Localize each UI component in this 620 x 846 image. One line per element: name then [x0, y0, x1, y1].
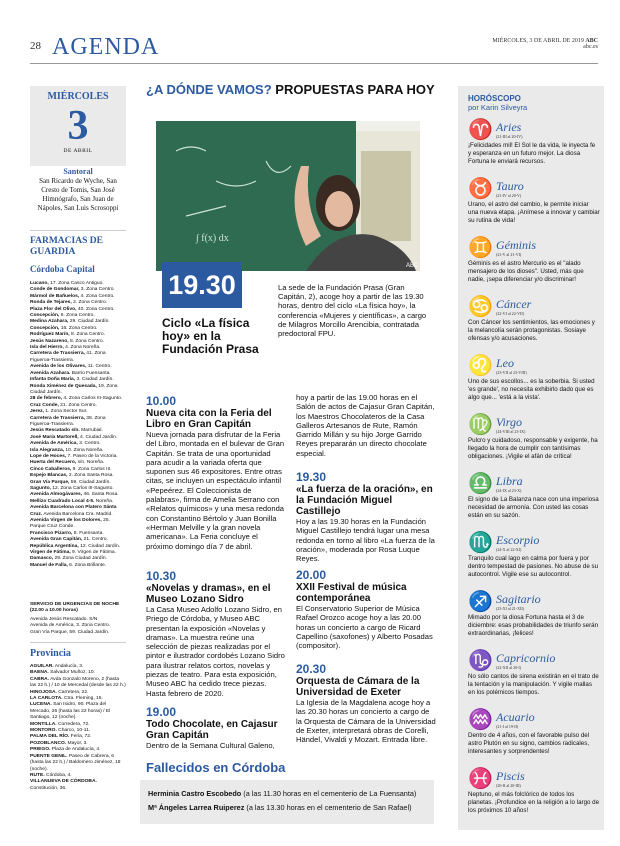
pharmacy-item: Plaza Flor del Olivo, 40. Zona Centro.	[30, 306, 115, 312]
provincia-item: VILLANUEVA DE CÓRDOBA. Constitución, 36.	[30, 779, 97, 791]
day-box	[30, 86, 126, 166]
piscis-icon: ♓	[468, 768, 493, 790]
pharmacy-item: Carretera de Trassierra, 41. Zona Figueroa-Trassierra.	[30, 351, 106, 363]
header-divider	[30, 63, 598, 64]
event-time: 19.30	[296, 470, 327, 484]
horoscope-panel	[458, 86, 604, 830]
sign-name: Escorpio	[496, 533, 540, 547]
event-title: XXII Festival de música contemporánea	[296, 582, 407, 604]
sign-text: Tranquilo cual lago en calma por fuera y por dentro tempestad de pasiones. No abuse de su autocontrol. Vigile ese su autocontrol.	[468, 555, 599, 578]
kicker-question: ¿A DÓNDE VAMOS?	[146, 82, 272, 97]
aries-icon: ♈	[468, 119, 493, 141]
provincia-title: Provincia	[30, 648, 71, 659]
pharmacy-item: Gran Vía Parque, 59. Ciudad Jardín.	[30, 479, 111, 485]
urgencias-title: SERVICIO DE URGENCIAS DE NOCHE (22.00 a 10.00 horas)	[30, 602, 120, 614]
highlight-title: Ciclo «La física hoy» en la Fundación Prasa	[162, 316, 259, 356]
sign-dates: (23-XI al 21-XII)	[496, 606, 524, 611]
sign-text: Neptuno, el más folclórico de todos los planetas. ¡Profundice en la religión a lo largo de los próximos 10 años!	[468, 791, 600, 814]
pharmacy-item: Lope de Hoces, 7. Paseo de la Victoria.	[30, 453, 118, 459]
event-body: Nueva jornada para disfrutar de la Feria del Libro, montada en el bulevar de Gran Capitán. Se trata de una oportunidad para acudir a la variada oferta que suponen sus 46 expositores. Entre otras citas, se incluyen un espectáculo infantil «Pepeérez. El Coleccionista de palabras», firma de Amelia Serrano con «Relatos químicos» y una mesa redonda con Constantino Bértolo y Juan Bonilla «Herman Melville y la gran novela americana». La Feria concluye el próximo domingo día 7 de abril.	[146, 430, 285, 551]
event-title: Orquesta de Cámara de la Universidad de Exeter	[296, 676, 420, 698]
pharmacy-item: Rodríguez Marín, 8. Zona Centro.	[30, 332, 106, 338]
sign-name: Sagitario	[496, 592, 541, 606]
pharmacy-item: Lucano, 17. Zona Casco Antiguo.	[30, 281, 104, 286]
leo-icon: ♌	[468, 355, 493, 377]
pharmacy-item: José María Martorell, 4. Ciudad Jardín.	[30, 434, 118, 440]
event-time: 19.00	[146, 705, 177, 719]
day-number: 3	[67, 103, 89, 149]
sign-dates: (21-V al 21-VI)	[496, 252, 522, 257]
pharmacy-item: Avenida Almogávares, 46. Santa Rosa.	[30, 492, 119, 498]
pharmacy-item: Medina Azahara, 29. Ciudad Jardín.	[30, 319, 110, 325]
sign-name: Acuario	[496, 710, 535, 724]
day-name: MIÉRCOLES	[47, 91, 109, 102]
pharmacy-item: 28 de febrero, 4. Zona Carlos III-Sagunto.	[30, 396, 123, 402]
horoscope-author: por Karin Silveyra	[468, 103, 528, 112]
pharmacy-item: Sagunto, 12. Zona Carlos III-Sagunto.	[30, 486, 114, 491]
pharmacy-item: Avenida Azahara. Barrio Fuensanta.	[30, 370, 111, 376]
sign-name: Tauro	[496, 179, 524, 193]
provincia-item: MONTILLA. Corredera, 72.	[30, 721, 90, 727]
sign-dates: (22-VI al 22-VII)	[496, 311, 524, 316]
pharmacy-item: Ronda Ximénez de Quesada, 19. Zona Ciudad Jardín.	[30, 383, 118, 395]
pharmacy-list	[30, 281, 126, 569]
highlight-time: 19.30	[162, 262, 242, 308]
provincia-item: PUENTE GENIL. Paseo de Cabrera, 6 (hasta las 22 h.) / Baldomero Jiménez, 18 (noche).	[30, 753, 121, 772]
fallecido-detail: (a las 11.30 horas en el cementerio de La Fuensanta)	[243, 789, 417, 798]
fallecidos-title: Fallecidos en Córdoba	[146, 760, 286, 775]
sagitario-icon: ♐	[468, 591, 493, 613]
pharmacy-item: Avenida de los Olivares, 11. Centro.	[30, 364, 112, 370]
sign-dates: (21-IV al 20-V)	[496, 193, 522, 198]
provincia-item: PRIEGO. Plaza de Andalucía, 4.	[30, 747, 101, 753]
sign-dates: (24-X al 22-XI)	[496, 547, 522, 552]
sign-dates: (24-IX al 23-X)	[496, 488, 522, 493]
highlight-body: La sede de la Fundación Prasa (Gran Capitán, 2), acoge hoy a partir de las 19.30 horas, dentro del ciclo «La física hoy», la conferencia «Mujeres y científicas», a cargo de Milagros Morcillo Arencibia, contratada predoctoral FPU.	[278, 283, 427, 339]
event-item	[296, 470, 436, 563]
provincia-item: LA CARLOTA. Ctra. Fleming, 15.	[30, 696, 103, 702]
sign-text: Urano, el astro del cambio, le permite iniciar una nueva etapa. ¡Anímese a innovar y cambiar su rutina de vida!	[468, 201, 600, 224]
santoral-text: San Ricardo de Wyche, San Cresto de Tomis, San José Himnógrafo, San Juan de Nápoles, San Luis Scrosoppi	[37, 177, 119, 212]
date-line: MIÉRCOLES, 3 DE ABRIL DE 2019	[492, 38, 584, 44]
tauro-icon: ♉	[468, 178, 493, 200]
pharmacy-item: Francisco Pizarro, 8. Fuensanta.	[30, 530, 104, 536]
sign-text: El signo de La Balanza nace con una imperiosa necesidad de armonía. Con usted las cosas están en su sazón.	[468, 496, 599, 519]
pharmacy-item: Ronda de Tejares, 2. Zona Centro.	[30, 300, 108, 306]
event-body: hoy a partir de las 19.00 horas en el Salón de actos de Cajasur Gran Capitán, los Maestros Chocolateros de la Casa Galleros Artesanos de Rute, Ramón Garrido Millán y su hijo Jorge Garrido Reyes prepararán un directo chocolate especial.	[296, 393, 435, 458]
horoscope-title: HORÓSCOPO	[468, 94, 521, 103]
fallecido-detail: (a las 13.30 horas en el cementerio de San Rafael)	[246, 803, 412, 812]
acuario-icon: ♒	[468, 709, 493, 731]
pharmacy-item: Avenida Barcelona con Platero Sánta Cruz. Avenida Barcelona Cra. Madrid.	[30, 505, 117, 517]
fallecido-name: Mª Ángeles Larrea Ruiperez	[148, 803, 245, 812]
sign-text: Géminis es el astro Mercurio es el "alado mensajero de los dioses". Usted, más que nadie, ¡sepa diferenciar y/o discriminar!	[468, 260, 584, 283]
urgencias-item: Avenida de América, 3. Zona Centro.	[30, 623, 111, 629]
sign-name: Aries	[496, 120, 522, 134]
pharmacy-item: Avenida Virgen de los Dolores, 25. Parque Cruz Conde.	[30, 518, 110, 530]
pharmacy-item: Jesús Nazareno, 8. Zona Centro.	[30, 338, 104, 344]
sign-dates: (24-VIII al 23-IX)	[496, 429, 526, 434]
sign-text: Mimado por la diosa Fortuna hasta el 3 de diciembre: esas probabilidades de triunfo serán extraordinarias, ¡felices!	[468, 614, 599, 637]
pharmacy-item: Espejo Blancas, 2. Zona Santa Rosa.	[30, 473, 114, 479]
provincia-item: HINOJOSA. Carretera, 22.	[30, 689, 89, 695]
event-body: La Casa Museo Adolfo Lozano Sidro, en Priego de Córdoba, y Museo ABC presentan la exposición «Novelas y dramas». La muestra reúne una selección de piezas realizadas por el pintor e ilustrador cordobés Lozano Sidro para ilustrar relatos cortos, novelas y piezas de teatro. Para esta exposición, Museo ABC ha cedido trece piezas. Hasta febrero de 2020.	[146, 605, 285, 698]
pharmacy-item: Virgen de Fátima, 9. Virgen de Fátima.	[30, 550, 116, 556]
event-body: Hoy a las 19.30 horas en la Fundación Miguel Castillejo tendrá lugar una mesa redonda en torno al libro «La fuerza de la oración», moderada por Rosa Luque Reyes.	[296, 517, 435, 564]
sign-name: Libra	[496, 474, 523, 488]
santoral-title: Santoral	[63, 167, 93, 176]
sign-dates: (23-VII al 23-VIII)	[496, 370, 527, 375]
brand: ABC	[585, 38, 598, 44]
sign-name: Capricornio	[496, 651, 556, 665]
escorpio-icon: ♏	[468, 532, 493, 554]
cncer-icon: ♋	[468, 296, 493, 318]
sign-text: No sólo cantos de sirena existirán en el trato de la tentación y la manipulación. Y vigile mallas en los polémicos tiempos.	[468, 673, 599, 696]
event-time: 10.30	[146, 569, 177, 583]
provincia-item: BAENA. Salvador Muñoz, 10.	[30, 670, 95, 676]
sign-text: ¡Felicidades mil! El Sol le da vida, le inyecta fe y esperanza en un futuro mejor. La diosa Fortuna le enviará recursos.	[468, 142, 596, 165]
event-item	[296, 662, 436, 744]
farmacias-subtitle: Córdoba Capital	[30, 264, 95, 274]
kicker-title: PROPUESTAS PARA HOY	[275, 82, 435, 97]
provincia-list	[30, 664, 126, 792]
divider	[30, 642, 126, 643]
virgo-icon: ♍	[468, 414, 493, 436]
event-title: «La fuerza de la oración», en la Fundación Miguel Castillejo	[296, 484, 433, 517]
fallecido-name: Herminia Castro Escobedo	[148, 789, 242, 798]
event-time: 20.30	[296, 662, 327, 676]
sign-text: Con Cáncer los sentimientos, las emociones y la melancolía serán protagonistas. Sosiaye ofensas y/o acusaciones.	[468, 319, 595, 342]
sign-name: Virgo	[496, 415, 522, 429]
provincia-item: MONTORO. Charco, 10-11.	[30, 728, 91, 734]
event-time: 10.00	[146, 394, 177, 408]
svg-text:∫ f(x) dx: ∫ f(x) dx	[196, 233, 229, 244]
event-body: La Iglesia de la Magdalena acoge hoy a las 20.30 horas un concierto a cargo de la Orquesta de Cámara de la Universidad de Exeter, interpretará obras de Corelli, Händel, Vivaldi y Mozart. Entrada libre.	[296, 698, 436, 745]
event-photo	[156, 121, 420, 271]
event-body: El Conservatorio Superior de Música Rafael Orozco acoge hoy a las 20.00 horas un concierto a cargo de Ricard Capellino (saxofones) y Alberto Posadas (compositor).	[296, 604, 433, 651]
urgencias-item: Gran Vía Parque, 59. Ciudad Jardín.	[30, 629, 110, 635]
kicker	[146, 82, 435, 97]
urgencias-item: Avenida Jesús Rescatado. S/N	[30, 616, 98, 622]
provincia-item: CABRA. Avda Gonzalo Moreno, 2 (hasta las 22 h.) / 10 de Mercedal (desde las 22 h.)	[30, 676, 126, 689]
pharmacy-item: Isla del Hierro, 4. Zona Noreña.	[30, 345, 101, 351]
page-number: 28	[30, 40, 41, 52]
site: abc.es	[583, 44, 598, 50]
fallecido-entry	[148, 789, 416, 798]
pharmacy-item: Isla Alegranza, 10. Zona Noreña.	[30, 447, 104, 453]
event-item	[296, 568, 436, 650]
provincia-item: LUCENA. San Isidro, 90. Plaza del Mercado, 26 (hasta las 22 horas) / El Santiago, 12 (noche).	[30, 702, 111, 721]
sign-name: Géminis	[496, 238, 536, 252]
event-item	[146, 569, 286, 698]
provincia-item: AGUILAR. Andalucía, 3.	[30, 664, 84, 669]
divider	[30, 230, 126, 231]
photo-credit: ABC	[406, 263, 419, 269]
pharmacy-item: Manuel de Falla, 6. Zona Brillante.	[30, 562, 107, 568]
sign-text: Dentro de 4 años, con el favorable pulso del astro Plutón en su signo, cambios radicales, interesantes y sorprendentes!	[468, 732, 590, 755]
event-title: «Novelas y dramas», en el Museo Lozano Sidro	[146, 583, 271, 605]
gminis-icon: ♊	[468, 237, 493, 259]
pharmacy-item: Jesús Rescatado s/n. Marrubial.	[30, 428, 103, 434]
capricornio-icon: ♑	[468, 650, 493, 672]
pharmacy-item: Mármol de Bañuelos, 4. Zona Centro.	[30, 293, 115, 299]
pharmacy-item: Jerez, 1. Zona Sector Sur.	[30, 409, 88, 415]
sign-dates: (21-I al 19-II)	[496, 724, 519, 729]
pharmacy-item: Concepción, 6. Zona Centro.	[30, 313, 95, 319]
pharmacy-item: Carretera de Trassierra, 38. Zona Figueroa-Trassierra.	[30, 415, 106, 427]
sign-dates: (21-III al 20-IV)	[496, 134, 523, 139]
pharmacy-item: Conde de Gondomar, 3. Zona Centro.	[30, 287, 115, 293]
header-date	[492, 38, 598, 50]
provincia-item: PALMA DEL RÍO. Feria, 72.	[30, 734, 92, 740]
sign-dates: (20-II al 20-III)	[496, 783, 521, 788]
sign-text: Uno de sus escollos... es la soberbia. Si usted 'es grande', no necesita exhibirlo dado que es algo que... 'está a la vista'.	[468, 378, 595, 401]
pharmacy-item: Cruz Conde, 21. Zona Centro.	[30, 402, 97, 408]
pharmacy-item: Concepción, 16. Zona Centro.	[30, 325, 98, 331]
pharmacy-item: Huerta del Recuero, s/n. Noreña.	[30, 460, 105, 466]
section-title: AGENDA	[52, 34, 160, 60]
event-body: Dentro de la Semana Cultural Galeno,	[146, 741, 275, 750]
event-time: 20.00	[296, 568, 327, 582]
sign-text: Pulcro y cuidadoso, responsable y exigente, ha llegado la hora de cumplir con tantísimas obligaciones. ¡Vigile el afán de crítica!	[468, 437, 598, 460]
pharmacy-item: Mellizo Cuadrado Local 4-5. Noreña.	[30, 498, 114, 504]
libra-icon: ♎	[468, 473, 493, 495]
event-continuation	[296, 393, 436, 458]
provincia-item: RUTE. Córdoba, 4.	[30, 772, 72, 778]
event-item	[146, 394, 286, 551]
fallecidos-box	[140, 780, 434, 824]
pharmacy-item: Infanta Doña María, 3. Ciudad Jardín.	[30, 377, 114, 383]
urgencias-list	[30, 602, 126, 636]
pharmacy-item: República Argentina, 12. Ciudad Jardín.	[30, 543, 121, 549]
sign-name: Leo	[496, 356, 514, 370]
event-title: Todo Chocolate, en Cajasur Gran Capitán	[146, 719, 278, 741]
fallecido-entry	[148, 803, 412, 812]
pharmacy-item: Avenida de América, 3. Centro.	[30, 441, 101, 447]
sign-dates: (22-XII al 20-I)	[496, 665, 522, 670]
event-item	[146, 705, 286, 750]
day-month: DE ABRIL	[63, 148, 93, 154]
pharmacy-item: Damasco, 29. Zona Ciudad Jardín.	[30, 556, 107, 562]
event-title: Nueva cita con la Feria del Libro en Gran Capitán	[146, 408, 272, 430]
sign-name: Cáncer	[496, 297, 532, 311]
sign-name: Piscis	[496, 769, 525, 783]
farmacias-title: FARMACIAS DE GUARDIA	[30, 236, 103, 257]
pharmacy-item: Cinco Caballeros, 9. Zona Carlos III.	[30, 466, 112, 472]
provincia-item: POZOBLANCO. Mayor, 3.	[30, 740, 88, 746]
pharmacy-item: Avenida Gran Capitán, 21. Centro.	[30, 537, 108, 543]
